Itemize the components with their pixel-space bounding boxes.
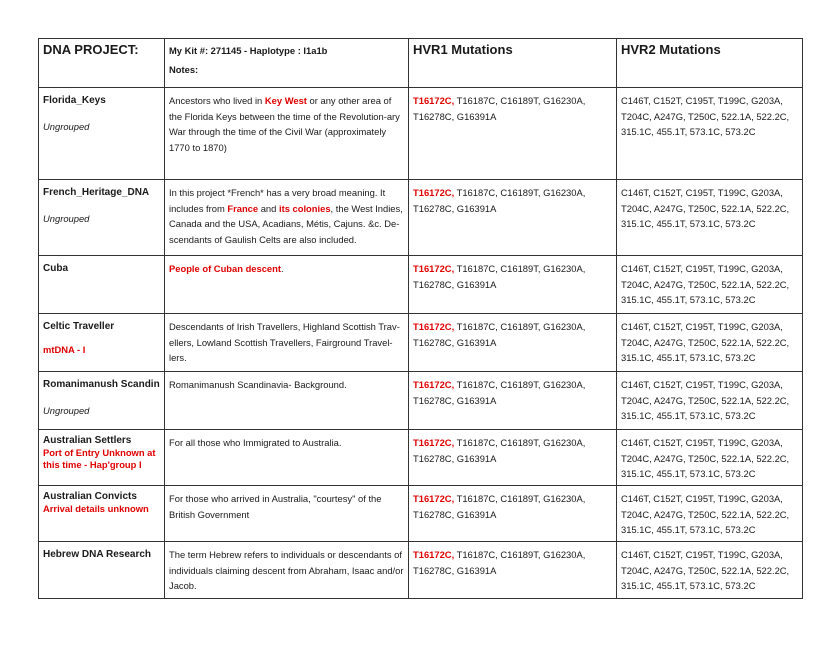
hvr1-cell: T16172C, T16187C, C16189T, G16230A, T16278C, G16391A [409,88,617,180]
kit-label: My Kit #: 271145 - Haplotype : I1a1b [169,45,328,56]
notes-label: Notes: [169,64,199,75]
header-row [39,39,803,88]
hvr2-cell: C146T, C152T, C195T, T199C, G203A, T204C, A247G, T250C, 522.1A, 522.2C, 315.1C, 455.1T, 573.1C, 573.2C [617,88,803,180]
hvr1-header: HVR1 Mutations [409,39,617,88]
notes-cell: The term Hebrew refers to individuals or descendants of individuals claiming descent from Abraham, Isaac and/or Jacob. [165,542,409,599]
project-cell [39,180,165,256]
hvr1-cell: T16172C, T16187C, C16189T, G16230A, T16278C, G16391A [409,430,617,486]
project-name: Hebrew DNA Research [43,549,152,560]
project-header: DNA PROJECT: [39,39,165,88]
hvr1-highlight: T16172C, [413,493,455,504]
project-cell [39,430,165,486]
table-row [39,542,803,599]
project-group: Port of Entry Unknown at this time - Hap'group I [43,447,156,470]
hvr2-cell: C146T, C152T, C195T, T199C, G203A, T204C, A247G, T250C, 522.1A, 522.2C, 315.1C, 455.1T, 573.1C, 573.2C [617,542,803,599]
project-name: Australian Settlers [43,435,132,446]
hvr1-cell: T16172C, T16187C, C16189T, G16230A, T16278C, G16391A [409,314,617,372]
highlight-text: its colonies [278,202,331,214]
hvr2-cell: C146T, C152T, C195T, T199C, G203A, T204C, A247G, T250C, 522.1A, 522.2C, 315.1C, 455.1T, 573.1C, 573.2C [617,180,803,256]
notes-cell: For those who arrived in Australia, "courtesy" of the British Government [165,486,409,542]
project-cell [39,314,165,372]
kit-header [165,39,409,88]
project-group: Ungrouped [43,120,90,132]
hvr2-cell: C146T, C152T, C195T, T199C, G203A, T204C, A247G, T250C, 522.1A, 522.2C, 315.1C, 455.1T, 573.1C, 573.2C [617,314,803,372]
table-row [39,430,803,486]
dna-project-table [38,38,803,599]
highlight-text: France [227,202,259,214]
hvr1-highlight: T16172C, [413,437,455,448]
hvr2-header: HVR2 Mutations [617,39,803,88]
hvr1-cell: T16172C, T16187C, C16189T, G16230A, T16278C, G16391A [409,180,617,256]
hvr1-cell: T16172C, T16187C, C16189T, G16230A, T16278C, G16391A [409,542,617,599]
project-group: Ungrouped [43,404,90,416]
table-row [39,88,803,180]
project-name: Australian Convicts [43,491,137,502]
highlight-text: Key West [264,95,307,106]
project-name: French_Heritage_DNA [43,187,150,198]
hvr1-cell: T16172C, T16187C, C16189T, G16230A, T16278C, G16391A [409,256,617,314]
project-group: Arrival details unknown [43,503,149,514]
project-name: Celtic Traveller [43,321,115,332]
hvr1-cell: T16172C, T16187C, C16189T, G16230A, T16278C, G16391A [409,486,617,542]
hvr1-highlight: T16172C, [413,549,455,560]
notes-cell: Romanimanush Scandinavia- Background. [165,372,409,430]
table-row [39,486,803,542]
notes-cell: Descendants of Irish Travellers, Highland Scottish Trav-ellers, Lowland Scottish Travellers, Fairground Travel-lers. [165,314,409,372]
project-cell [39,542,165,599]
hvr1-cell: T16172C, T16187C, C16189T, G16230A, T16278C, G16391A [409,372,617,430]
notes-cell: Ancestors who lived in Key West or any other area of the Florida Keys between the time of the Revolution-ary War through the time of the Civil War (approximately 1770 to 1870) [165,88,409,180]
hvr2-cell: C146T, C152T, C195T, T199C, G203A, T204C, A247G, T250C, 522.1A, 522.2C, 315.1C, 455.1T, 573.1C, 573.2C [617,486,803,542]
hvr2-cell: C146T, C152T, C195T, T199C, G203A, T204C, A247G, T250C, 522.1A, 522.2C, 315.1C, 455.1T, 573.1C, 573.2C [617,372,803,430]
project-name: Romanimanush Scandin [43,379,160,390]
project-cell [39,256,165,314]
hvr2-cell: C146T, C152T, C195T, T199C, G203A, T204C, A247G, T250C, 522.1A, 522.2C, 315.1C, 455.1T, 573.1C, 573.2C [617,430,803,486]
table-row [39,256,803,314]
table-row [39,372,803,430]
project-cell [39,88,165,180]
project-cell [39,372,165,430]
project-group: Ungrouped [43,212,90,224]
project-group: mtDNA - I [43,343,86,355]
hvr1-highlight: T16172C, [413,95,455,106]
project-name: Cuba [43,263,68,274]
hvr1-highlight: T16172C, [413,379,455,390]
highlight-text: People of Cuban descent [169,263,281,274]
notes-cell: For all those who Immigrated to Australia. [165,430,409,486]
hvr1-highlight: T16172C, [413,263,455,274]
hvr2-cell: C146T, C152T, C195T, T199C, G203A, T204C, A247G, T250C, 522.1A, 522.2C, 315.1C, 455.1T, 573.1C, 573.2C [617,256,803,314]
hvr1-highlight: T16172C, [413,187,455,198]
table-row [39,314,803,372]
project-cell [39,486,165,542]
project-name: Florida_Keys [43,95,106,106]
notes-cell: In this project *French* has a very broad meaning. It includes from France and its colonies, the West Indies, Canada and the USA, Acadians, Métis, Cajuns. &c. De-scendants of Gaulish Celts are also included. [165,180,409,256]
table-row [39,180,803,256]
hvr1-highlight: T16172C, [413,321,455,332]
notes-cell: People of Cuban descent. [165,256,409,314]
